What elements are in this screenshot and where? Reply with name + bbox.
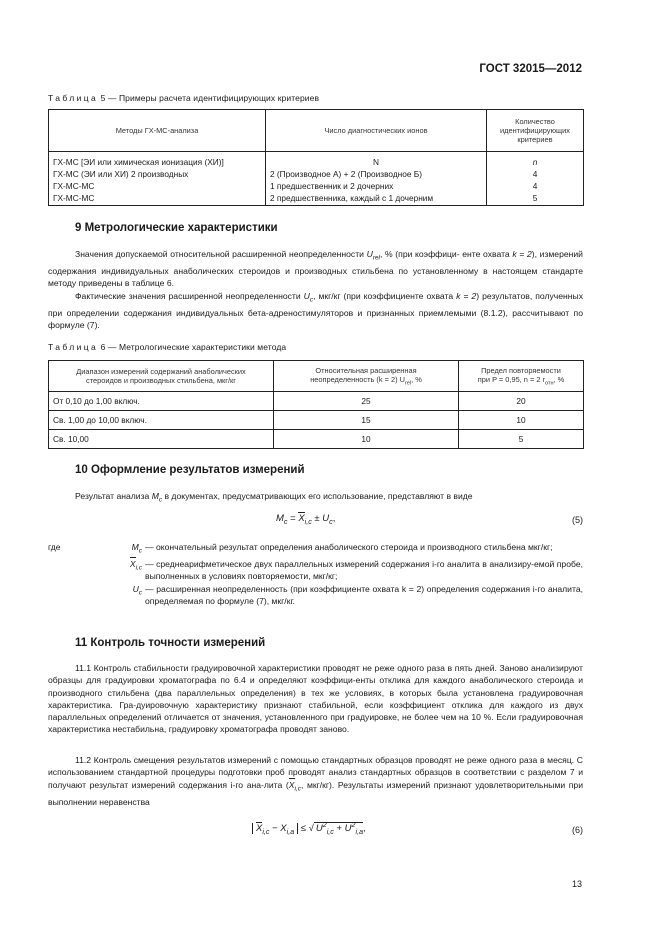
section9-title: 9 Метрологические характеристики	[75, 222, 278, 234]
table5-count: 5	[532, 193, 538, 203]
definitions-list	[48, 541, 583, 607]
table6-r-cell: 20	[459, 392, 584, 411]
table5-method: ГХ-МС-МС	[53, 193, 95, 203]
table6-col-range	[49, 361, 274, 392]
table6-u-cell: 10	[274, 430, 459, 449]
table5-caption-text: 5 — Примеры расчета идентифицирующих критериев	[100, 93, 320, 103]
definition-item: $U_c$ — расширенная неопределенность (при коэффициенте охвата k = 2) определения содержания i-го аналита, определяемая по формуле (7), мкг/кг.	[132, 583, 583, 606]
table6-caption-text: 6 — Метрологические характеристики метода	[100, 342, 287, 352]
table6-u-cell: 15	[274, 411, 459, 430]
table6-u-cell: 25	[274, 392, 459, 411]
table5-counts-cell	[487, 152, 584, 206]
table6-range-cell: Св. 1,00 до 10,00 включ.	[49, 411, 274, 430]
formula-5: $M_c = X_{i,c} \pm U_c$,	[276, 513, 336, 526]
table6-range-cell: Св. 10,00	[49, 430, 274, 449]
table5-ion: N	[373, 157, 379, 167]
table5-col-count-line2: идентифицирующих	[500, 126, 570, 135]
table6-caption	[48, 342, 286, 352]
table5-col-count-line3: критериев	[517, 135, 553, 144]
section9-para2: Фактические значения расширенной неопределенности $U_c$, мкг/кг (при коэффициенте охвата k = 2) результатов, полученных при определении содержания индивидуальных бета-адреностимуляторов и признанных приемлемыми (8.1.2), рассчитывают по формуле (7).	[48, 291, 583, 331]
table6-r-cell: 5	[459, 430, 584, 449]
table5-methods-cell	[49, 152, 266, 206]
standard-number: ГОСТ 32015—2012	[479, 63, 582, 75]
table-row	[49, 392, 584, 411]
table6	[48, 360, 584, 449]
definition-item: $X_{i,c}$ — среднеарифметическое двух параллельных измерений содержания i-го аналита в анализиру-емой пробе, выполненных в условиях повторяемости, мкг/кг;	[129, 559, 583, 582]
table-row	[49, 411, 584, 430]
formula-6-number: (6)	[572, 825, 583, 835]
table5-ion: 1 предшественник и 2 дочерних	[270, 181, 394, 191]
section11-para2: 11.2 Контроль смещения результатов измерений с помощью стандартных образцов проводят не реже одного раза в месяц. С использованием стандартной процедуры подготовки проб проводят анализ стандартных образцов в соответствии с разделом 7 и получают результат измерений содержания i-го ана-лита ($X_{i,c}$, мкг/кг). Результаты измерений признают удовлетворительными при выполнении неравенства	[48, 755, 584, 807]
formula-5-number: (5)	[572, 515, 583, 525]
table6-r-cell: 10	[459, 411, 584, 430]
table-row	[49, 430, 584, 449]
table5-col-methods: Методы ГХ-МС-анализа	[49, 110, 266, 152]
table6-col-uncertainty	[274, 361, 459, 392]
table6-col-range-line2: стероидов и производных стильбена, мкг/кг	[86, 376, 236, 385]
table6-col-repeatability-line2: при P = 0,95, n = 2 $r_{отн}$, %	[477, 374, 565, 387]
table5-method: ГХ-МС-МС	[53, 181, 95, 191]
definition-item: где $M_c$ — окончательный результат определения анаболического стероида и производного стильбена мкг/кг;	[48, 542, 553, 555]
table5	[48, 109, 584, 206]
formula-6: $X_{i,c} - X_{i,a}$ ≤ √ $U^2_{i,c} + U^2_{i,a}$,	[252, 821, 366, 836]
table5-count: n	[532, 157, 538, 167]
table6-col-repeatability	[459, 361, 584, 392]
table5-col-ions: Число диагностических ионов	[266, 110, 487, 152]
table5-count: 4	[532, 181, 538, 191]
table5-ion: 2 (Производное А) + 2 (Производное Б)	[270, 169, 422, 179]
page-number: 13	[571, 879, 582, 889]
table6-caption-label: Таблица	[48, 342, 99, 352]
table5-count: 4	[532, 169, 538, 179]
table6-col-range-line1: Диапазон измерений содержаний анаболических	[76, 367, 246, 376]
section11-title: 11 Контроль точности измерений	[75, 637, 266, 649]
table5-col-count-line1: Количество	[515, 117, 555, 126]
table6-col-uncertainty-line1: Относительная расширенная	[315, 365, 417, 375]
section11-para1: 11.1 Контроль стабильности градуировочной характеристики проводят не реже одного раза в пять дней. Заново анализируют образцы для градуировки хроматографа по 6.4 и определяют коэффици-енты отклика для каждого анаболического стероида и производного стильбена (два параллельных определения) в тех же условиях, в которых была установлена градуировочная характеристика. Гра-дуировочную характеристику признают стабильной, если коэффициент отклика для каждого из двух параллельных определений отличается от значения, установленного при градуировке, не более чем на 10 %. Если градуировочная характеристика нестабильна, градуировку хроматографа проводят заново.	[48, 663, 583, 735]
section10-para1: Результат анализа $M_c$ в документах, предусматривающих его использование, представляют в виде	[75, 491, 473, 504]
table5-ion: 2 предшественника, каждый с 1 дочерним	[270, 193, 434, 203]
section10-title: 10 Оформление результатов измерений	[75, 464, 305, 476]
table6-range-cell: От 0,10 до 1,00 включ.	[49, 392, 274, 411]
table5-method: ГХ-МС [ЭИ или химическая ионизация (ХИ)]	[53, 157, 224, 167]
table6-col-repeatability-line1: Предел повторяемости	[481, 365, 561, 375]
table5-caption	[48, 93, 319, 103]
table5-caption-label: Таблица	[48, 93, 99, 103]
table5-col-count	[487, 110, 584, 152]
table6-col-uncertainty-line2: неопределенность (k = 2) $U_{rel}$, %	[310, 374, 422, 387]
table5-method: ГХ-МС (ЭИ или ХИ) 2 производных	[53, 169, 189, 179]
table5-ions-cell	[266, 152, 487, 206]
table5-body-row	[49, 152, 584, 206]
section9-para1: Значения допускаемой относительной расширенной неопределенности $U_{rel}$, % (при коэффици- енте охвата k = 2), измерений содержания индивидуальных анаболических стероидов и производных стильбена по установленному в настоящем стандарте методу приведены в таблице 6.	[48, 249, 583, 289]
